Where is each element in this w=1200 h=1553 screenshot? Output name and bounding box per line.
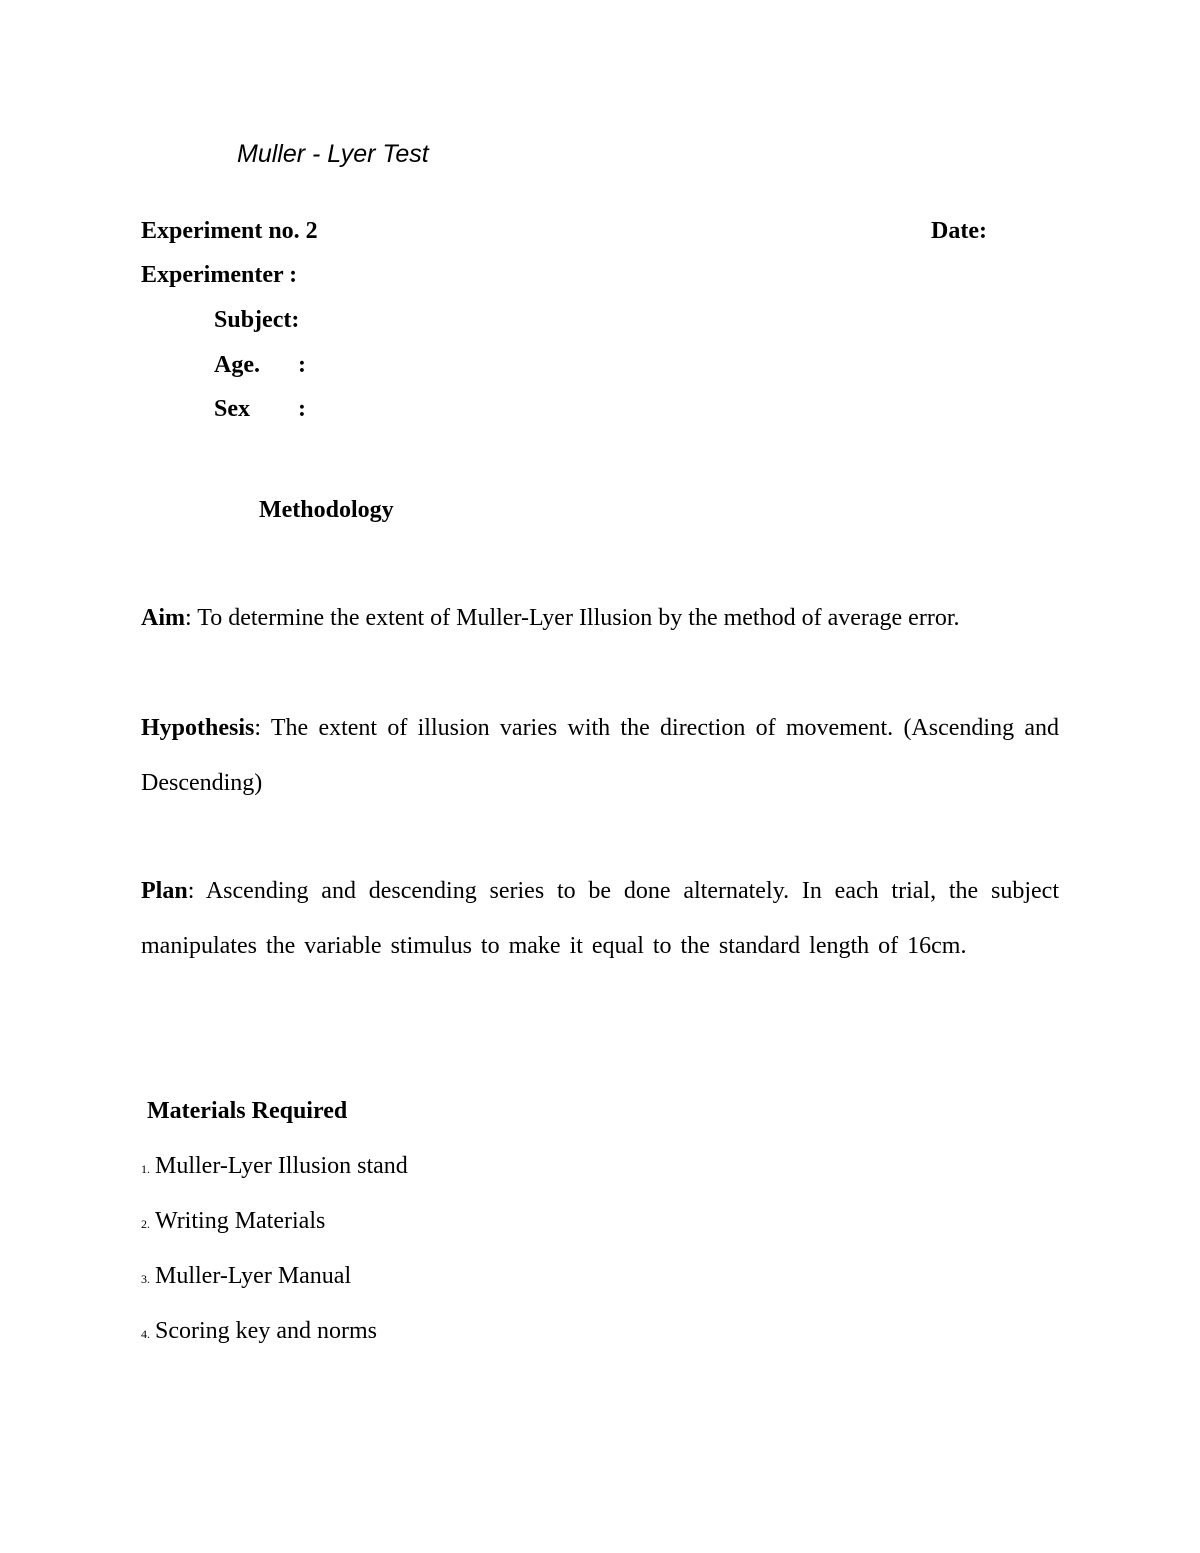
list-number: 1. (141, 1162, 150, 1176)
plan-paragraph (141, 864, 1059, 974)
list-item (141, 1151, 408, 1184)
experimenter-label: Experimenter : (141, 262, 298, 288)
plan-text: : Ascending and descending series to be done alternately. In each trial, the subject manipulates the variable stimulus to make it equal to the standard length of 16cm. (141, 878, 1059, 959)
sex-colon: : (298, 396, 306, 422)
date-label: Date: (931, 218, 987, 244)
list-number: 4. (141, 1327, 150, 1341)
aim-label: Aim (141, 605, 185, 631)
list-item (141, 1261, 351, 1294)
age-colon: : (298, 352, 306, 378)
plan-label: Plan (141, 878, 188, 904)
age-label: Age. (214, 352, 260, 378)
materials-heading: Materials Required (147, 1098, 348, 1124)
subject-label: Subject: (214, 307, 300, 333)
list-text: Muller-Lyer Illusion stand (155, 1153, 408, 1179)
list-text: Scoring key and norms (155, 1318, 377, 1344)
page-title: Muller - Lyer Test (237, 140, 429, 168)
hypothesis-text: : The extent of illusion varies with the direction of movement. (Ascending and Descending) (141, 715, 1059, 796)
hypothesis-paragraph (141, 701, 1059, 811)
list-text: Writing Materials (155, 1208, 326, 1234)
list-item (141, 1206, 325, 1239)
list-item (141, 1316, 377, 1349)
aim-text: : To determine the extent of Muller-Lyer Illusion by the method of average error. (185, 605, 960, 631)
list-text: Muller-Lyer Manual (155, 1263, 352, 1289)
experiment-number: Experiment no. 2 (141, 218, 318, 244)
aim-paragraph (141, 591, 1059, 646)
sex-label: Sex (214, 396, 250, 422)
list-number: 3. (141, 1272, 150, 1286)
methodology-heading: Methodology (259, 497, 394, 523)
hypothesis-label: Hypothesis (141, 715, 255, 741)
list-number: 2. (141, 1217, 150, 1231)
